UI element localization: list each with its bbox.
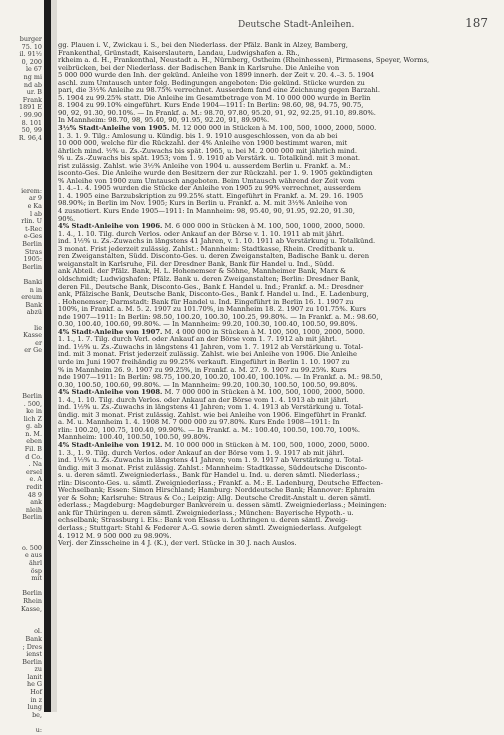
line-text: 1. 1., 1. 7. Tilg. durch Verl. oder Ankauf an der Börse vom 1. 7. 1912 ab mit jährl. (58, 335, 337, 344)
text-line (58, 540, 490, 548)
left-fragment-line (0, 150, 44, 158)
line-text: ank für Thüringen u. deren sämtl. Zweigniederlass.; München: Bayerische Hypoth.- u. (58, 508, 354, 517)
left-fragment-line: ienst (26, 650, 42, 659)
line-text: ind. 1½% u. Zs.-Zuwachs in längstens 41 Jahren; vom 1. 4. 1913 ab Verstärkung u. Total- (58, 403, 364, 412)
left-fragment-line: ar 9 (29, 194, 42, 203)
line-text: Frankenthal, Grünstadt, Kaiserslautern, Landau, Ludwigshafen a. Rh., (58, 48, 300, 57)
line-text: veibrücken, bei der Niederlass. der Badischen Bank in Karlsruhe. Die Anleihe von (58, 63, 340, 72)
left-fragment-line: lanit (27, 672, 42, 681)
line-text: 1. 4. 1905 eine Barzubskription zu 99.25% statt. Eingeführt in Frankf. a. M. 29. 16. 1905 (58, 191, 364, 200)
line-text: aschl. zum Umtausch unter folg. Bedingungen angeboten: Die gekünd. Stücke wurden zu (58, 78, 365, 87)
left-fragment-line: lich Z (23, 414, 42, 423)
left-fragment-line: . 500, (23, 399, 42, 408)
line-text: % Anleihe von 1900 zum Umtausch angeboten. Beim Umtausch während der Zeit vom (58, 176, 355, 185)
left-fragment-line (0, 158, 44, 166)
left-fragment-line: er Ge (24, 346, 42, 355)
loan-heading: 4% Stadt-Anleihe von 1906. (58, 222, 163, 231)
left-fragment-line: redit (26, 483, 42, 492)
left-fragment-line: e. A (29, 475, 42, 484)
left-fragment-line (0, 378, 44, 386)
left-fragment-line: ke in (26, 407, 42, 416)
line-text: 98.90%; in Berlin im Nov. 1905; Kurs in Berlin u. Frankf. a. M. mit 3½% Anleihe von (58, 199, 348, 208)
line-text: ind. 1½% u. Zs.-Zuwachs in längstens 41 Jahren, vom 1. 7. 1912 ab Verstärkung u. Total- (58, 342, 364, 351)
running-title: Deutsche Stadt-Anleihen. (238, 20, 355, 30)
left-fragment-line: Bank (25, 300, 42, 309)
line-text: In Mannheim: 98.70, 98, 95.40, 90, 91.95, 92.20, 91, 89.90%. (58, 116, 270, 125)
left-fragment-line: n. M. (25, 429, 42, 438)
loan-entry (58, 389, 490, 442)
line-text: rlin: 100.20, 100.75, 100.40, 99.90%. — In Frankf. a. M.: 100.40, 100.50, 100.70, 100%. (58, 425, 361, 434)
line-text: M. 7 000 000 in Stücken à M. 100, 500, 1000, 2000, 5000. (162, 388, 365, 397)
line-text: ündig. mit 3 monat. Frist zulässig. Zahlst.: Mannheim: Stadtkasse, Süddeutsche Disconto- (58, 463, 367, 472)
loan-heading: 4% Stadt-Anleihe von 1908. (58, 388, 163, 397)
loan-entry (58, 442, 490, 548)
line-text: ank, Pfälzische Bank, Deutsche Bank, Disconto-Ges., Bank f. Handel u. Ind., E. Ladenburg, (58, 290, 369, 299)
line-text: echselbank; Strassburg i. Els.: Bank von Elsass u. Lothringen u. deren sämtl. Zweig- (58, 516, 348, 525)
left-fragment-line (0, 522, 44, 530)
line-text: weiganstalt in Karlsruhe, Fil. der Dresdner Bank, Bank für Handel u. Ind., Südd. (58, 259, 335, 268)
line-text: ind. 1½% u. Zs.-Zuwachs in längstens 41 Jahren, v. 1. 10. 1911 ab Verstärkung u. Totalkünd. (58, 237, 376, 246)
left-fragment-line: er (35, 338, 42, 347)
left-fragment-line: ährl (28, 558, 42, 567)
line-text: Verj. der Zinsscheine in 4 J. (K.), der verl. Stücke in 30 J. nach Auslos. (58, 539, 297, 548)
left-fragment-line: in z (30, 695, 42, 704)
line-text: urde im Juni 1907 freihändig zu 99.25% verkauft. Eingeführt in Berlin 1. 10. 1907 zu (58, 357, 350, 366)
line-text: 1. 4., 1. 10. Tilg. durch Verlos. oder Ankauf an der Börse v. 1. 10. 1911 ab mit jährl. (58, 229, 344, 238)
left-fragment-line: Berlin (22, 657, 42, 666)
left-fragment-line: Berlin (22, 391, 42, 400)
left-fragment-line: ierem: (21, 186, 42, 195)
book-gutter-edge (51, 0, 57, 712)
left-fragment-line: ; Dres (22, 642, 42, 651)
left-fragment-line: ur. B (26, 88, 42, 97)
line-text: 4 zusnotiert. Kurs Ende 1905—1911: In Mannheim: 98, 95.40, 90, 91.95, 92.20, 91.30, (58, 207, 355, 216)
left-fragment-line: abzü (26, 308, 42, 317)
line-text: gg. Plauen i. V., Zwickau i. S., bei den Niederlass. der Pfälz. Bank in Alzey, Bamberg, (58, 42, 348, 49)
left-fragment-line (0, 355, 44, 363)
line-text: 5. 1904 zu 99.25% statt. Die Anleihe im Gesamtbetrage von M. 10 000 000 wurde in Berlin (58, 93, 371, 102)
left-fragment-line: ng mi (23, 72, 42, 81)
left-fragment-line: burger (19, 36, 42, 43)
line-text: M. 4 000 000 in Stücken à M. 100, 500, 1000, 2000, 5000. (162, 327, 365, 336)
left-fragment-line (0, 613, 44, 621)
left-fragment-line: lung (27, 703, 42, 712)
line-text: s. u. deren sämtl. Zweigniederlass., Bank für Handel u. Ind. u. deren sämtl. Niederlass.; (58, 471, 360, 480)
left-fragment-line: lie (34, 323, 42, 332)
page-number: 187 (465, 16, 488, 30)
line-text: % in Mannheim 26. 9. 1907 zu 99.25%, in Frankf. a. M. 27. 9. 1907 zu 99.25%. Kurs (58, 365, 347, 374)
line-text: 90%. (58, 214, 76, 223)
left-fragment-line: he G (26, 680, 42, 689)
left-fragment-line (0, 165, 44, 173)
left-fragment-line (0, 142, 44, 150)
line-text: 1. 4.–1. 4. 1905 wurden die Stücke der Anleihe von 1905 zu 99% verrechnet, ausserdem (58, 184, 361, 193)
book-gutter-shadow (44, 0, 51, 712)
left-fragment-line: 50, 99 (21, 126, 42, 135)
line-text: 0.30, 100.40, 100.60, 99.80%. — In Mannheim: 99.20, 100.30, 100.40, 100.50, 99.80%. (58, 320, 358, 329)
line-text: ank Abteil. der Pfälz. Bank, H. L. Hohenemser & Söhne, Mannheimer Bank, Marx & (58, 267, 346, 276)
left-fragment-line: o. 500 (22, 543, 42, 552)
left-fragment-line: e aus (24, 551, 42, 560)
left-fragment-line: Banki (23, 278, 42, 286)
left-fragment-line: t-Rec (25, 224, 42, 233)
line-text: nde 1907—1911: In Berlin: 98.50, 100.20, 100.30, 100.25, 99.80%. — In Frankf. a. M.: 98.60, (58, 312, 379, 321)
line-text: ährlich mind. ½% u. Zs.-Zuwachs bis spät. 1965, u. bei M. 2 000 000 mit jährlich mind. (58, 146, 358, 155)
left-fragment-line: Hof (30, 688, 42, 697)
left-fragment-line: Berlin (22, 240, 42, 249)
left-fragment-line: ersel (26, 467, 42, 476)
line-text: M. 12 000 000 in Stücken à M. 100, 500, 1000, 2000, 5000. (169, 124, 377, 133)
line-text: 10 000 000, welche für die Rückzahl. der 4% Anleihe von 1900 bestimmt waren, mit (58, 139, 348, 148)
line-text: ederlass.; Magdeburg: Magdeburger Bankverein u. dessen sämtl. Zweigniederlass.; Meiningen: (58, 501, 387, 510)
left-fragment-line: rlin. U (21, 217, 42, 226)
line-text: M. 6 000 000 in Stücken à M. 100, 500, 1000, 2000, 5000. (162, 222, 365, 231)
paragraph (58, 42, 490, 125)
left-fragment-line: ereum (21, 293, 42, 302)
line-text: 3 monat. Frist jederzeit zulässig. Zahlst.: Mannheim: Stadtkasse, Rhein. Creditbank u. (58, 244, 355, 253)
loan-entry (58, 329, 490, 389)
left-fragment-line: il. 91½ (19, 50, 42, 59)
left-fragment-line: Bank (25, 634, 42, 643)
left-fragment-line: l ab (30, 209, 42, 218)
line-text: % u. Zs.-Zuwachs bis spät. 1953; vom 1. 9. 1910 ab Verstärk. u. Totalkünd. mit 3 monat. (58, 154, 361, 163)
left-fragment-line: d Co. (25, 452, 42, 461)
left-fragment-line: 1905: (23, 255, 42, 264)
left-fragment-line: . Na (28, 460, 42, 469)
line-text: deren Fil., Deutsche Bank, Disconto-Ges., Bank f. Handel u. Ind.; Frankf. a. M.: Dresdner (58, 282, 364, 291)
left-fragment-line: Berlin (22, 262, 42, 271)
left-fragment-line: n in (29, 285, 42, 294)
left-fragment-line: 1891 E (19, 103, 42, 112)
left-fragment-line: mit (31, 574, 42, 583)
left-fragment-line: Fil. B (24, 445, 42, 454)
text-line (58, 208, 490, 216)
line-text: ind. mit 3 monat. Frist jederzeit zulässig. Zahlst. wie bei Anleihe von 1906. Die Anleihe (58, 350, 358, 359)
line-text: nde 1907—1911: In Berlin: 98.75, 100.20, 100.20, 100.40, 100.10%. — In Frankf. a. M.: 98.50, (58, 373, 383, 382)
line-text: ren Zweiganstalten, Südd. Disconto-Ges. u. deren Zweiganstalten, Badische Bank u. deren (58, 252, 370, 261)
line-text: 4. 1912 M. 9 500 000 zu 98.90%. (58, 531, 172, 540)
left-fragment-line (0, 719, 44, 727)
line-text: pari, die 3½% Anleihe zu 98.75% verrechnet. Ausserdem fand eine Zeichnung gegen Barzahl. (58, 86, 380, 95)
line-text: rist zulässig. Zahlst. wie 3½% Anleihe von 1904 u. ausserdem Berlin u. Frankf. a. M.: (58, 161, 351, 170)
left-fragment-line: e-Ges (23, 232, 42, 241)
left-fragment-line: 8. 101 (21, 118, 42, 127)
line-text: rkheim a. d. H., Frankenthal, Neustadt a. H., Nürnberg, Ostheim (Rheinhessen), Pirmasens, Speyer, Worms, (58, 56, 430, 65)
left-fragment-line: Stras (24, 247, 42, 256)
line-text: 90, 92, 91.30, 90.10%. — In Frankf. a. M.: 98.70, 97.80, 95.20, 91, 92, 92.25, 91.10, 89.80%. (58, 108, 376, 117)
left-fragment-line: Frank (22, 95, 42, 104)
line-text: rlin: Disconto-Ges. u. sämtl. Zweigniederlass.; Frankf. a. M.: E. Ladenburg, Deutsche Effecten- (58, 478, 383, 487)
left-fragment-line: ol. (34, 627, 42, 636)
left-fragment-line: le 67 (26, 65, 42, 74)
line-text: 0.30, 100.50, 100.60, 99.80%. — In Mannheim: 99.20, 100.30, 100.50, 100.50, 99.80%. (58, 380, 358, 389)
left-fragment-line: Berlin (22, 589, 42, 598)
left-fragment-line: R. 96,4 (18, 133, 42, 142)
left-fragment-line: nd ab (23, 80, 42, 89)
left-fragment-line: 0, 200 (21, 57, 42, 66)
line-text: ündig. mit 3 monat. Frist zulässig. Zahlst. wie bei Anleihe von 1906. Eingeführt in Frankf. (58, 410, 367, 419)
left-fragment-line (0, 363, 44, 371)
line-text: ind. 1½% u. Zs.-Zuwachs in längstens 41 Jahren; vom 1. 9. 1917 ab Verstärkung u. Total- (58, 456, 364, 465)
line-text: 8. 1904 zu 99.10% eingeführt. Kurs Ende 1904—1911: In Berlin: 98.60, 98, 94.75, 90.75, (58, 101, 364, 110)
left-fragment-line: zu (34, 665, 42, 674)
left-fragment-line: 75. 10 (21, 42, 42, 51)
line-text: . Hohenemser; Darmstadt: Bank für Handel u. Ind. Eingeführt in Berlin 16. 1. 1907 zu (58, 297, 354, 306)
line-text: 5 000 000 wurde den Inh. der gekünd. Anleihe von 1899 innerh. der Zeit v. 20. 4.–3. 5. 1904 (58, 71, 375, 80)
left-fragment-line (0, 530, 44, 538)
line-text: a. M. u. Mannheim 1. 4. 1908 M. 7 000 000 zu 97.80%. Kurs Ende 1908—1911: In (58, 418, 340, 427)
line-text: 1. 3. 1. 9. Tilg.: Amlosung u. Kündig. bis 1. 9. 1910 ausgeschlossen, von da ab bei (58, 131, 338, 140)
left-fragment-line: Kasse (23, 331, 42, 340)
loan-entry (58, 125, 490, 223)
main-text-column (58, 42, 490, 706)
left-page-fragment-column (0, 36, 44, 735)
left-fragment-line: . 99.90 (19, 110, 42, 119)
left-fragment-line: eben (26, 437, 42, 446)
line-text: oldschmidt; Ludwigshafen: Pfälz. Bank u. deren Zweiganstalten; Berlin: Dresdner Bank, (58, 274, 361, 283)
left-fragment-line: ösp (30, 566, 42, 575)
left-fragment-line (0, 370, 44, 378)
line-text: Wechselbank; Essen: Simon Hirschland; Hamburg: Norddeutsche Bank; Hannover: Ephraim (58, 486, 375, 495)
loan-heading: 4% Stadt-Anleihe von 1907. (58, 327, 163, 336)
left-fragment-line: u: (35, 726, 42, 735)
left-fragment-line: be, (32, 710, 42, 719)
left-fragment-line: Berlin (22, 513, 42, 522)
line-text: Mannheim: 100.40, 100.50, 100.50, 99.80%. (58, 433, 211, 442)
left-fragment-line: Rhein (23, 596, 42, 605)
line-text: 1. 4., 1. 10. Tilg. durch Verlos. oder Ankauf an der Börse vom 1. 4. 1913 ab mit jährl. (58, 395, 349, 404)
left-fragment-line: nleih (25, 505, 42, 514)
loan-entry (58, 223, 490, 329)
line-text: M. 10 000 000 in Stücken à M. 100, 500, 1000, 2000, 5000. (162, 440, 370, 449)
loan-heading: 3½% Stadt-Anleihe von 1905. (58, 124, 170, 133)
left-fragment-line: ank (30, 498, 42, 507)
line-text: 1. 3., 1. 9. Tilg. durch Verlos. oder Ankauf an der Börse vom 1. 9. 1917 ab mit jährl. (58, 448, 345, 457)
left-fragment-line: g. ab (25, 422, 42, 431)
left-fragment-line: 48 9 (27, 490, 42, 499)
line-text: isconto-Ges. Die Anleihe wurde den Besitzern der zur Rückzahl. per 1. 9. 1905 gekündigten (58, 169, 373, 178)
line-text: 100%, in Frankf. a. M. 5. 2. 1907 zu 101.70%, in Mannheim 18. 2. 1907 zu 101.75%. Kurs (58, 305, 366, 314)
loan-heading: 4% Stadt-Anleihe von 1912. (58, 440, 163, 449)
line-text: yer & Sohn; Karlsruhe: Straus & Co.; Leipzig: Allg. Deutsche Credit-Anstalt u. deren sämtl. (58, 493, 372, 502)
left-fragment-line (0, 173, 44, 181)
left-fragment-line: e Ka (27, 202, 42, 211)
left-fragment-line: Kasse, (21, 604, 42, 613)
line-text: derlass.; Stuttgart: Stahl & Federer A.-G. sowie deren sämtl. Zweigniederlass. Aufgelegt (58, 524, 362, 532)
